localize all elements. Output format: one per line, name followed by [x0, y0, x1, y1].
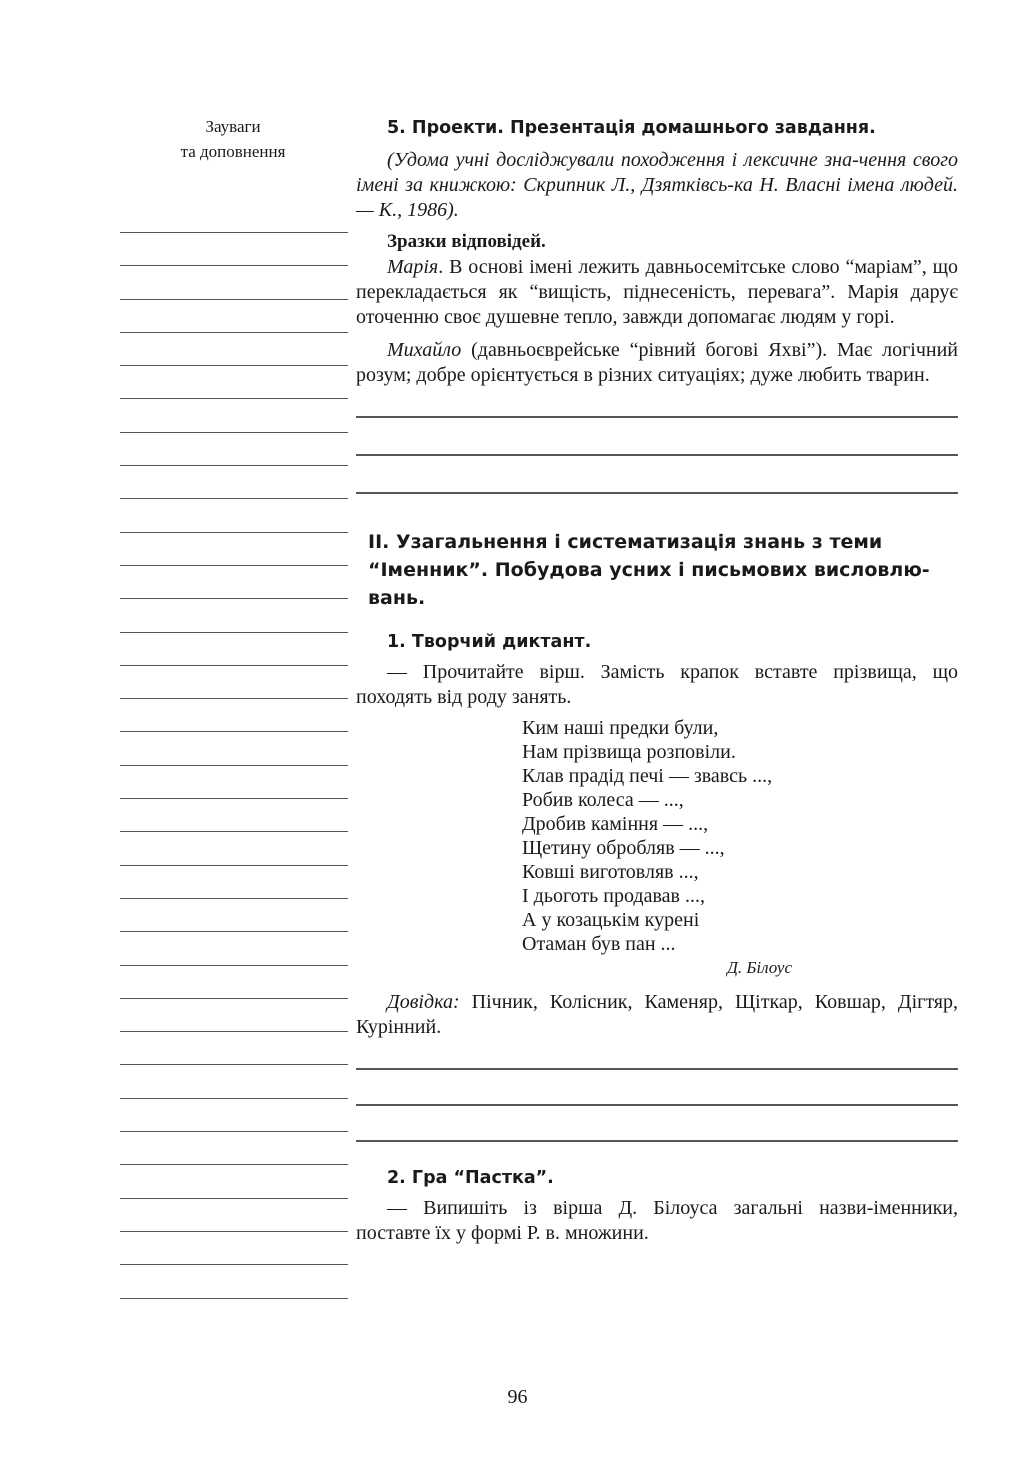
note-line	[120, 332, 348, 333]
page-number: 96	[507, 1386, 528, 1408]
task1-text: — Прочитайте вірш. Замість крапок вставте прізвища, що походять від роду занять.	[356, 661, 958, 708]
main-content	[356, 112, 958, 1246]
poem	[522, 716, 958, 956]
sample-mykhailo	[356, 338, 958, 388]
reference-label: Довідка:	[387, 991, 460, 1013]
note-line	[120, 1198, 348, 1199]
poem-line: А у козацькім курені	[522, 909, 700, 931]
sample-maria	[356, 255, 958, 330]
note-line	[120, 598, 348, 599]
note-line	[120, 1164, 348, 1165]
poem-author: Д. Білоус	[727, 958, 792, 977]
note-line	[120, 865, 348, 866]
poem-line: Нам прізвища розповіли.	[522, 741, 736, 763]
task2-title: 2. Гра “Пастка”.	[387, 1168, 554, 1188]
note-line	[120, 1298, 348, 1299]
note-line	[120, 265, 348, 266]
note-line	[120, 798, 348, 799]
poem-line: Щетину обробляв — ...,	[522, 837, 725, 859]
samples-title: Зразки відповідей.	[387, 231, 546, 252]
note-line	[120, 1098, 348, 1099]
notes-lines	[120, 232, 348, 1331]
note-line	[120, 299, 348, 300]
note-line	[120, 665, 348, 666]
poem-line: Отаман був пан ...	[522, 933, 676, 955]
note-line	[120, 532, 348, 533]
sidebar-title-line2: та доповнення	[180, 142, 286, 161]
note-line	[120, 898, 348, 899]
poem-line: Робив колеса — ...,	[522, 789, 684, 811]
poem-line: І дьоготь продавав ...,	[522, 885, 705, 907]
sidebar-title	[118, 114, 348, 164]
note-line	[120, 498, 348, 499]
note-line	[120, 698, 348, 699]
maria-text: . В основі імені лежить давньосемітське слово “маріам”, що перекладається як “вищість, піднесеність, перевага”. Марія дарує оточенню своє душевне тепло, завжди допомагає людям у горі.	[356, 256, 958, 328]
mykhailo-text: (давньоєврейське “рівний богові Яхві”). Має логічний розум; добре орієнтується в різних ситуаціях; дуже любить тварин.	[356, 339, 958, 386]
note-line	[120, 998, 348, 999]
note-line	[120, 1064, 348, 1065]
note-line	[120, 731, 348, 732]
note-line	[120, 632, 348, 633]
maria-name: Марія	[387, 256, 439, 278]
note-line	[120, 931, 348, 932]
task2-text: — Випишіть із вірша Д. Білоуса загальні назви-іменники, поставте їх у формі Р. в. множини.	[356, 1197, 958, 1244]
note-line	[120, 398, 348, 399]
note-line	[120, 1031, 348, 1032]
note-line	[120, 365, 348, 366]
poem-line: Клав прадід печі — звавсь ...,	[522, 765, 773, 787]
note-line	[120, 1131, 348, 1132]
reference	[356, 990, 958, 1040]
task1-title: 1. Творчий диктант.	[387, 632, 592, 652]
note-line	[120, 831, 348, 832]
poem-line: Дробив каміння — ...,	[522, 813, 709, 835]
note-line	[120, 232, 348, 233]
note-line	[120, 965, 348, 966]
poem-line: Ковші виготовляв ...,	[522, 861, 699, 883]
note-line	[120, 1264, 348, 1265]
sidebar-title-line1: Зауваги	[205, 117, 261, 136]
section5-heading: 5. Проекти. Презентація домашнього завдання.	[387, 118, 876, 138]
reference-text: Пічник, Колісник, Каменяр, Щіткар, Ковшар, Дігтяр, Курінний.	[356, 991, 958, 1038]
note-line	[120, 565, 348, 566]
note-line	[120, 765, 348, 766]
section2-heading: ІІ. Узагальнення і систематизація знань з теми “Іменник”. Побудова усних і письмових висловлю-вань.	[368, 531, 930, 609]
mykhailo-name: Михайло	[387, 339, 462, 361]
note-line	[120, 432, 348, 433]
note-line	[120, 1231, 348, 1232]
poem-line: Ким наші предки були,	[522, 717, 719, 739]
note-line	[120, 465, 348, 466]
section5-note: (Удома учні досліджували походження і лексичне зна-чення свого імені за книжкою: Скрипник Л., Дзятківсь-ка Н. Власні імена людей. — К., 1986).	[356, 149, 958, 221]
